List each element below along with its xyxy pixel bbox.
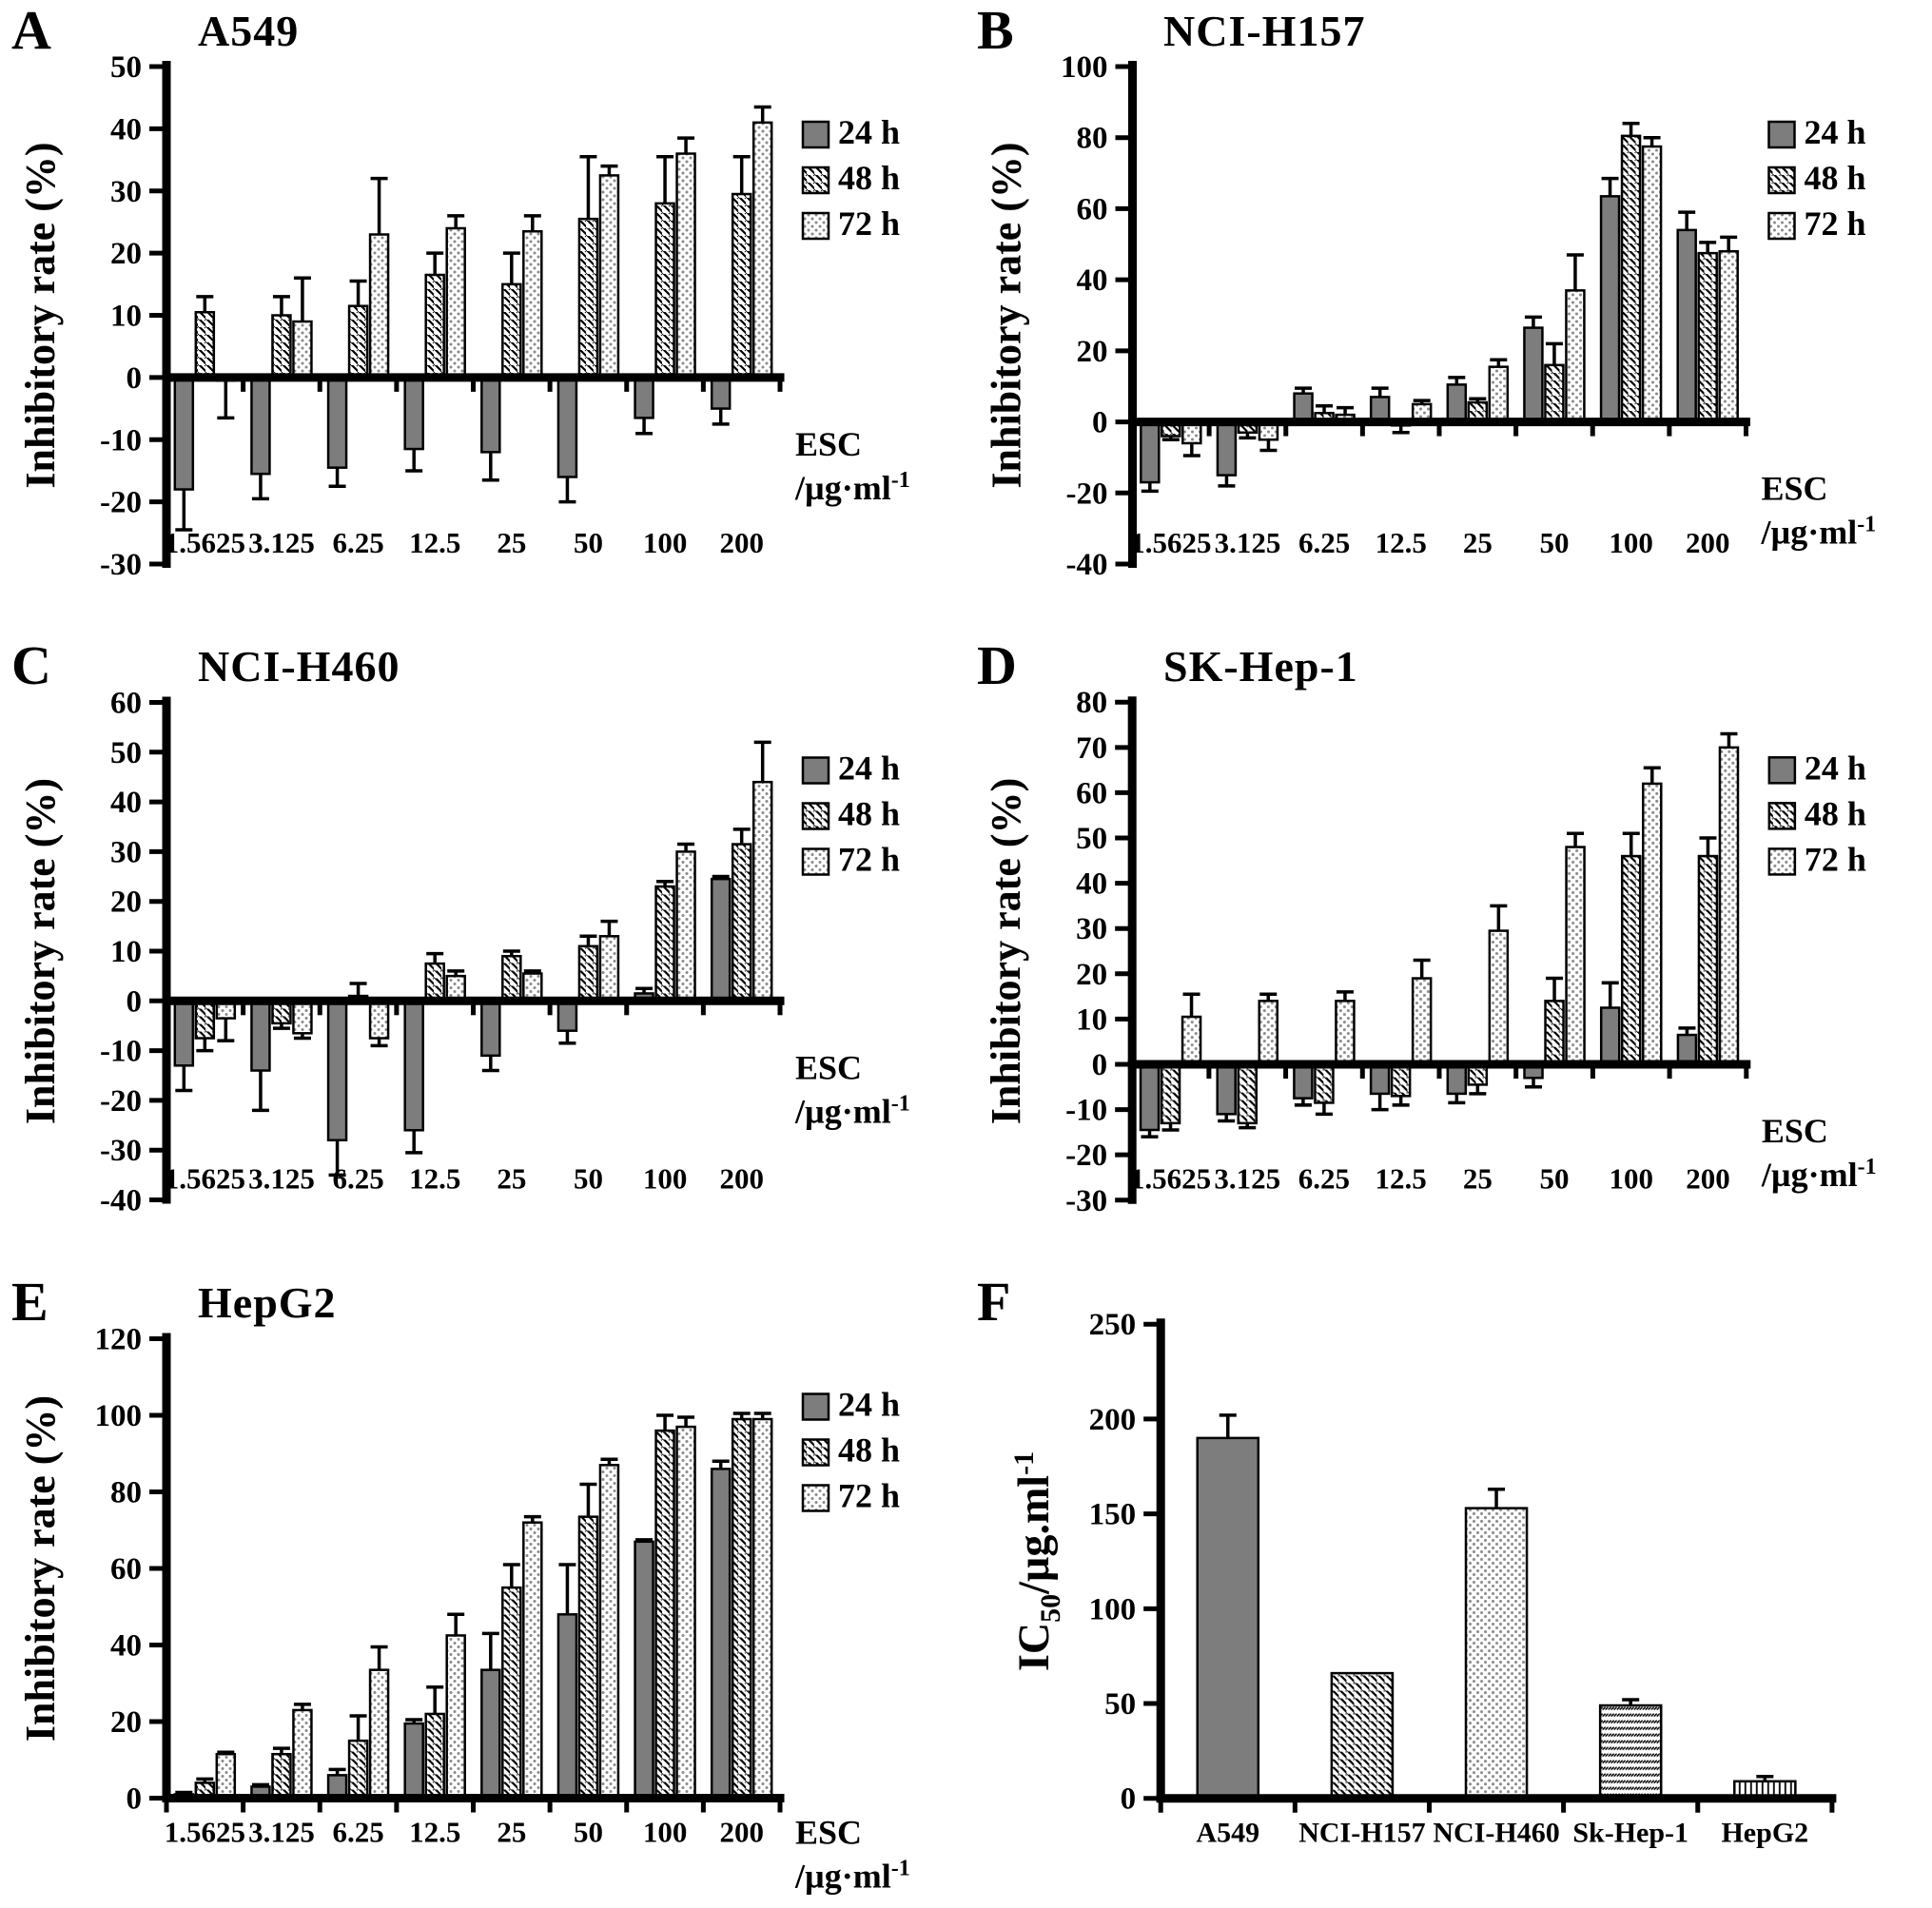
bar-48h-50 bbox=[579, 219, 597, 378]
y-tick-label: 120 bbox=[94, 1322, 142, 1357]
bar-72h-50 bbox=[1567, 847, 1585, 1064]
chart-svg-D bbox=[966, 635, 1932, 1272]
bar-24h-200 bbox=[1678, 230, 1696, 422]
bar-48h-100 bbox=[1622, 136, 1640, 422]
svg-text:ESC: ESC bbox=[795, 1813, 863, 1852]
x-category-label: 25 bbox=[497, 526, 527, 559]
svg-text:ESC: ESC bbox=[795, 1048, 863, 1087]
bar-48h-100 bbox=[656, 1431, 674, 1798]
bar-24h-50 bbox=[558, 1614, 576, 1798]
x-category-label: 50 bbox=[573, 1815, 603, 1849]
bar-72h-12.5 bbox=[447, 1635, 465, 1798]
bar-48h-200 bbox=[1699, 253, 1717, 421]
y-tick-label: 10 bbox=[1076, 1003, 1108, 1038]
bar-48h-1.5625 bbox=[196, 1001, 214, 1038]
bar-72h-50 bbox=[1566, 290, 1584, 421]
bar-48h-25 bbox=[502, 956, 520, 1001]
bar-24h-200 bbox=[712, 378, 730, 409]
y-tick-label: 0 bbox=[126, 1781, 142, 1817]
y-axis-label: Inhibitory rate (%) bbox=[983, 777, 1030, 1125]
bar-72h-25 bbox=[1490, 931, 1508, 1064]
esc-unit-label bbox=[794, 1814, 910, 1896]
bar-24h-12.5 bbox=[405, 378, 423, 449]
panel-title-a549: A549 bbox=[198, 7, 300, 55]
y-axis-label: Inhibitory rate (%) bbox=[17, 142, 64, 489]
x-category-label: 50 bbox=[1539, 526, 1570, 559]
bar-72h-25 bbox=[523, 231, 541, 378]
legend-swatch-72h bbox=[1769, 213, 1795, 239]
bar-24h-25 bbox=[481, 378, 499, 452]
x-category-label: 12.5 bbox=[409, 1161, 461, 1196]
chart-svg-A bbox=[0, 0, 966, 635]
legend bbox=[1769, 113, 1866, 243]
panel-hepg2 bbox=[0, 1272, 966, 1908]
svg-text:/µg·ml-1: $/\mu g\cdot ml^{-1}$ bbox=[795, 467, 910, 507]
bar-24h-1.5625 bbox=[1141, 1064, 1159, 1130]
svg-text:ESC: ESC bbox=[1761, 469, 1828, 508]
bar-48h-3.125 bbox=[272, 1754, 290, 1798]
y-tick-label: 0 bbox=[126, 360, 142, 396]
legend-swatch-24h bbox=[803, 1394, 829, 1420]
bar-72h-12.5 bbox=[447, 228, 465, 378]
y-tick-label: 30 bbox=[110, 174, 142, 209]
bar-24h-200 bbox=[1678, 1035, 1696, 1064]
bar-24h-1.5625 bbox=[175, 378, 193, 490]
x-category-label: 3.125 bbox=[1214, 526, 1281, 559]
y-tick-label: 10 bbox=[110, 935, 142, 969]
bar-48h-200 bbox=[732, 194, 751, 378]
y-tick-label: 60 bbox=[1076, 192, 1108, 227]
x-category-label: Sk-Hep-1 bbox=[1572, 1817, 1689, 1849]
svg-text:/µg·ml-1: $/\mu g\cdot ml^{-1}$ bbox=[795, 1856, 910, 1896]
panel-letter-b: B bbox=[977, 0, 1014, 61]
x-category-labels bbox=[1130, 1162, 1730, 1196]
legend bbox=[803, 1386, 900, 1515]
x-category-labels bbox=[1130, 526, 1729, 559]
panel-nci-h157 bbox=[966, 0, 1932, 635]
esc-unit-label bbox=[794, 425, 910, 507]
y-tick-label: 40 bbox=[1076, 866, 1108, 902]
x-category-label: 6.25 bbox=[332, 1815, 384, 1849]
bar-48h-200 bbox=[1699, 856, 1717, 1064]
bar-24h-25 bbox=[481, 1670, 499, 1799]
y-tick-label: 20 bbox=[110, 885, 142, 920]
y-axis-label: Inhibitory rate (%) bbox=[17, 777, 64, 1125]
bar-72h-100 bbox=[677, 154, 695, 378]
legend-swatch-48h bbox=[803, 804, 829, 829]
bar-24h-50 bbox=[1524, 328, 1542, 422]
bar-72h-100 bbox=[1643, 146, 1661, 422]
bar-24h-1.5625 bbox=[1141, 422, 1159, 483]
bar-48h-3.125 bbox=[1239, 1064, 1257, 1123]
y-tick-label: 20 bbox=[1076, 957, 1108, 992]
y-tick-label: 30 bbox=[110, 835, 142, 870]
bar-24h-1.5625 bbox=[175, 1001, 193, 1065]
panel-title-nci-h460: NCI-H460 bbox=[198, 642, 400, 691]
bar-48h-12.5 bbox=[1392, 1064, 1410, 1096]
x-category-label: 200 bbox=[1685, 526, 1730, 559]
legend-label: 24 h bbox=[838, 749, 901, 788]
x-category-label: 50 bbox=[1539, 1161, 1570, 1196]
bar-48h-100 bbox=[1622, 856, 1640, 1064]
legend-label: 72 h bbox=[838, 1476, 901, 1515]
x-category-label: 1.5625 bbox=[1129, 1161, 1212, 1196]
y-tick-label: -10 bbox=[100, 1034, 142, 1069]
bar-24h-50 bbox=[558, 378, 576, 477]
x-category-label: 100 bbox=[1609, 1161, 1654, 1196]
y-tick-label: -10 bbox=[1065, 1093, 1108, 1128]
y-tick-label: 0 bbox=[126, 984, 142, 1020]
bar-48h-25 bbox=[502, 284, 520, 378]
legend-label: 24 h bbox=[1804, 749, 1866, 788]
panel-nci-h460 bbox=[0, 635, 966, 1272]
x-category-label: 3.125 bbox=[248, 1815, 315, 1849]
bar-72h-3.125 bbox=[293, 1710, 311, 1799]
bar-24h-6.25 bbox=[1294, 1064, 1312, 1099]
bar-24h-6.25 bbox=[328, 378, 346, 468]
y-tick-label: 20 bbox=[110, 237, 142, 272]
bar-24h-3.125 bbox=[1218, 422, 1236, 476]
bar-48h-1.5625 bbox=[196, 312, 214, 378]
panel-title-sk-hep-1: SK-Hep-1 bbox=[1163, 642, 1358, 691]
bar-24h-100 bbox=[635, 378, 654, 418]
y-ticks bbox=[100, 50, 166, 582]
panel-letter-e: E bbox=[11, 1271, 49, 1333]
esc-unit-label bbox=[1761, 1112, 1877, 1194]
x-category-label: 1.5625 bbox=[164, 1161, 245, 1196]
y-tick-label: 50 bbox=[1104, 1687, 1137, 1723]
legend-label: 72 h bbox=[1804, 840, 1866, 879]
y-tick-label: -40 bbox=[100, 1183, 142, 1218]
x-category-label: 6.25 bbox=[1298, 526, 1351, 559]
bar-72h-3.125 bbox=[293, 321, 311, 378]
chart-a549 bbox=[0, 0, 966, 635]
y-tick-label: -40 bbox=[1065, 548, 1108, 582]
x-category-labels bbox=[1196, 1818, 1808, 1849]
bar-72h-1.5625 bbox=[217, 1754, 235, 1798]
bar-72h-100 bbox=[1643, 784, 1661, 1064]
y-tick-label: 40 bbox=[1076, 263, 1108, 299]
panel-ic50 bbox=[966, 1272, 1932, 1908]
y-tick-label: 40 bbox=[110, 112, 142, 147]
svg-text:ESC: ESC bbox=[795, 424, 863, 463]
y-tick-label: 50 bbox=[110, 50, 142, 85]
x-category-labels bbox=[165, 526, 764, 559]
bar-48h-1.5625 bbox=[1161, 1064, 1180, 1123]
chart-hepg2 bbox=[0, 1272, 966, 1908]
y-tick-label: 70 bbox=[1076, 730, 1108, 766]
x-category-labels bbox=[165, 1162, 764, 1196]
x-category-label: 50 bbox=[573, 526, 603, 559]
bar-72h-50 bbox=[600, 1465, 618, 1798]
y-tick-label: 80 bbox=[110, 1475, 142, 1510]
panel-letter-c: C bbox=[11, 634, 51, 696]
y-tick-label: 60 bbox=[110, 1552, 142, 1587]
x-category-label: 1.5625 bbox=[164, 1815, 245, 1849]
x-category-label: 100 bbox=[642, 526, 688, 559]
bar-72h-25 bbox=[523, 1523, 541, 1799]
bar-72h-50 bbox=[600, 175, 618, 377]
x-category-label: 200 bbox=[719, 526, 764, 559]
bar-24h-12.5 bbox=[1371, 1064, 1389, 1094]
bars bbox=[175, 123, 771, 490]
x-category-label: 200 bbox=[1686, 1161, 1730, 1196]
bar-72h-6.25 bbox=[370, 1001, 388, 1038]
esc-unit-label bbox=[794, 1048, 910, 1130]
legend bbox=[803, 750, 900, 879]
x-category-label: 50 bbox=[573, 1161, 603, 1196]
bar-72h-6.25 bbox=[1336, 1001, 1354, 1064]
y-ticks bbox=[95, 1323, 167, 1817]
legend bbox=[1769, 749, 1866, 878]
bar-24h-25 bbox=[481, 1001, 499, 1056]
legend-swatch-72h bbox=[803, 849, 829, 875]
x-category-label: A549 bbox=[1196, 1817, 1260, 1849]
svg-text:/µg·ml-1: $/\mu g\cdot ml^{-1}$ bbox=[1761, 512, 1877, 552]
x-category-label: NCI-H460 bbox=[1433, 1817, 1560, 1849]
y-tick-label: 10 bbox=[110, 299, 142, 334]
legend-swatch-72h bbox=[803, 213, 829, 239]
bar-IC50-A549 bbox=[1198, 1438, 1259, 1799]
y-tick-label: 40 bbox=[110, 786, 142, 821]
legend-swatch-72h bbox=[803, 1486, 829, 1511]
bar-24h-3.125 bbox=[1218, 1064, 1236, 1114]
legend-label: 72 h bbox=[838, 840, 901, 879]
x-category-label: HepG2 bbox=[1721, 1817, 1809, 1849]
x-category-label: 25 bbox=[1462, 526, 1493, 559]
x-category-label: 12.5 bbox=[1375, 526, 1427, 559]
legend-swatch-24h bbox=[803, 758, 829, 784]
x-category-labels bbox=[165, 1816, 764, 1849]
legend-label: 48 h bbox=[1804, 159, 1866, 197]
y-ticks bbox=[1061, 50, 1133, 582]
y-tick-label: -30 bbox=[100, 1134, 142, 1169]
panel-a549 bbox=[0, 0, 966, 635]
bar-48h-12.5 bbox=[426, 964, 444, 1001]
legend-label: 48 h bbox=[838, 794, 901, 833]
bar-48h-100 bbox=[656, 886, 674, 1001]
bar-24h-100 bbox=[635, 1542, 654, 1799]
bar-IC50-Sk-Hep-1 bbox=[1600, 1705, 1661, 1799]
y-tick-label: -20 bbox=[100, 485, 142, 520]
y-tick-label: -30 bbox=[100, 548, 142, 582]
bar-24h-25 bbox=[1448, 384, 1466, 421]
legend-label: 72 h bbox=[838, 204, 901, 243]
y-tick-label: -20 bbox=[1065, 1139, 1108, 1174]
bar-48h-6.25 bbox=[349, 306, 367, 378]
chart-ic50 bbox=[966, 1272, 1932, 1908]
bar-72h-6.25 bbox=[370, 235, 388, 378]
x-category-label: 3.125 bbox=[248, 1161, 315, 1196]
chart-svg-F bbox=[966, 1272, 1932, 1908]
x-category-label: 3.125 bbox=[1214, 1161, 1281, 1196]
bar-48h-25 bbox=[502, 1587, 520, 1798]
panel-letter-d: D bbox=[977, 634, 1017, 696]
chart-svg-C bbox=[0, 635, 966, 1272]
y-tick-label: 100 bbox=[1061, 50, 1108, 85]
y-ticks bbox=[100, 687, 166, 1218]
bar-24h-12.5 bbox=[405, 1001, 423, 1130]
y-tick-label: 0 bbox=[1091, 1047, 1108, 1082]
legend-swatch-24h bbox=[1769, 122, 1795, 147]
legend bbox=[803, 113, 900, 243]
esc-unit-label bbox=[1761, 470, 1877, 552]
y-tick-label: 20 bbox=[1076, 334, 1108, 369]
bar-72h-200 bbox=[753, 1419, 771, 1798]
bars bbox=[175, 1419, 771, 1798]
bar-48h-6.25 bbox=[1315, 1064, 1333, 1102]
legend-swatch-48h bbox=[803, 167, 829, 193]
panel-letter-f: F bbox=[977, 1271, 1011, 1333]
bar-24h-3.125 bbox=[251, 1001, 269, 1070]
chart-sk-hep-1 bbox=[966, 635, 1932, 1272]
x-category-label: 25 bbox=[497, 1161, 527, 1196]
chart-svg-B bbox=[966, 0, 1932, 635]
y-ticks bbox=[1089, 1308, 1161, 1816]
y-tick-label: -20 bbox=[100, 1083, 142, 1119]
y-tick-label: -20 bbox=[1065, 477, 1108, 512]
legend-swatch-48h bbox=[1769, 803, 1795, 828]
y-tick-label: 200 bbox=[1088, 1402, 1137, 1437]
chart-nci-h460 bbox=[0, 635, 966, 1272]
bar-IC50-NCI-H157 bbox=[1332, 1673, 1393, 1799]
x-category-label: 25 bbox=[497, 1815, 527, 1849]
bar-72h-100 bbox=[677, 1427, 695, 1798]
bar-48h-50 bbox=[1546, 1001, 1564, 1064]
bar-72h-25 bbox=[1490, 367, 1508, 422]
x-category-label: 1.5625 bbox=[164, 526, 245, 559]
x-category-label: 12.5 bbox=[1375, 1161, 1427, 1196]
panel-letter-a: A bbox=[11, 0, 51, 61]
y-tick-label: 30 bbox=[1076, 912, 1108, 947]
y-tick-label: -30 bbox=[1065, 1183, 1108, 1218]
bar-48h-50 bbox=[579, 946, 597, 1002]
bar-24h-12.5 bbox=[405, 1723, 423, 1798]
y-axis-label: $IC_{50}/\mu g.ml^{-1}$ bbox=[1008, 1450, 1067, 1672]
y-tick-label: 20 bbox=[110, 1705, 142, 1740]
y-tick-label: 150 bbox=[1088, 1497, 1137, 1532]
bar-24h-100 bbox=[1601, 196, 1619, 421]
x-category-label: 3.125 bbox=[248, 526, 315, 559]
bar-IC50-NCI-H460 bbox=[1466, 1509, 1527, 1799]
bar-72h-1.5625 bbox=[1182, 1017, 1200, 1064]
panel-sk-hep-1 bbox=[966, 635, 1932, 1272]
y-axis-label: Inhibitory rate (%) bbox=[17, 1394, 64, 1743]
bar-48h-100 bbox=[656, 204, 674, 378]
y-tick-label: 50 bbox=[110, 735, 142, 770]
bar-72h-12.5 bbox=[1413, 979, 1431, 1064]
bar-48h-50 bbox=[1545, 365, 1563, 422]
bar-72h-3.125 bbox=[1259, 1001, 1278, 1064]
svg-text:ESC: ESC bbox=[1761, 1112, 1828, 1151]
x-category-label: 25 bbox=[1462, 1161, 1493, 1196]
x-category-label: 100 bbox=[642, 1815, 688, 1849]
bar-72h-200 bbox=[1720, 748, 1738, 1064]
bar-72h-100 bbox=[677, 851, 695, 1001]
x-category-label: 6.25 bbox=[1298, 1161, 1351, 1196]
x-category-label: 6.25 bbox=[332, 526, 384, 559]
y-tick-label: 60 bbox=[110, 686, 142, 721]
bar-48h-200 bbox=[732, 845, 751, 1002]
y-tick-label: 0 bbox=[1092, 405, 1108, 440]
y-tick-label: 0 bbox=[1120, 1781, 1137, 1817]
x-category-label: 200 bbox=[719, 1161, 764, 1196]
x-category-label: 12.5 bbox=[409, 526, 461, 559]
bar-24h-200 bbox=[712, 1469, 730, 1798]
y-tick-label: 250 bbox=[1088, 1308, 1137, 1343]
legend-swatch-24h bbox=[803, 122, 829, 147]
bars bbox=[175, 782, 771, 1140]
x-category-label: 100 bbox=[642, 1161, 688, 1196]
legend-label: 24 h bbox=[838, 113, 901, 151]
bar-48h-12.5 bbox=[426, 275, 444, 378]
x-category-label: 100 bbox=[1609, 526, 1653, 559]
bar-72h-200 bbox=[1720, 251, 1738, 421]
bar-48h-6.25 bbox=[349, 1741, 367, 1798]
bar-72h-6.25 bbox=[370, 1670, 388, 1799]
bar-72h-50 bbox=[600, 936, 618, 1001]
y-tick-label: 80 bbox=[1076, 686, 1108, 721]
y-tick-label: 100 bbox=[94, 1399, 142, 1433]
bar-48h-50 bbox=[579, 1517, 597, 1799]
legend-swatch-48h bbox=[1769, 167, 1795, 193]
bar-48h-200 bbox=[732, 1419, 751, 1798]
y-tick-label: 50 bbox=[1076, 822, 1108, 857]
chart-svg-E bbox=[0, 1272, 966, 1908]
panel-title-nci-h157: NCI-H157 bbox=[1163, 7, 1366, 55]
bar-72h-200 bbox=[753, 782, 771, 1001]
y-tick-label: 100 bbox=[1088, 1592, 1137, 1627]
y-ticks bbox=[1065, 686, 1132, 1218]
legend-swatch-72h bbox=[1769, 848, 1795, 874]
bar-48h-3.125 bbox=[272, 316, 290, 378]
bar-24h-100 bbox=[1601, 1007, 1619, 1063]
bar-24h-6.25 bbox=[328, 1001, 346, 1139]
chart-nci-h157 bbox=[966, 0, 1932, 635]
bar-24h-3.125 bbox=[251, 378, 269, 474]
legend-label: 72 h bbox=[1804, 204, 1866, 243]
bar-24h-25 bbox=[1448, 1064, 1466, 1094]
panel-title-hepg2: HepG2 bbox=[198, 1278, 337, 1327]
legend-label: 24 h bbox=[838, 1385, 901, 1424]
bar-48h-12.5 bbox=[426, 1714, 444, 1799]
svg-text:/µg·ml-1: $/\mu g\cdot ml^{-1}$ bbox=[795, 1091, 910, 1131]
y-tick-label: -10 bbox=[100, 423, 142, 458]
x-category-label: 1.5625 bbox=[1130, 526, 1212, 559]
bar-72h-3.125 bbox=[293, 1001, 311, 1033]
x-category-label: 6.25 bbox=[332, 1161, 384, 1196]
y-tick-label: 60 bbox=[1076, 776, 1108, 811]
x-category-label: 200 bbox=[719, 1815, 764, 1849]
legend-label: 48 h bbox=[838, 1431, 901, 1470]
legend-swatch-48h bbox=[803, 1440, 829, 1466]
bar-24h-200 bbox=[712, 879, 730, 1001]
y-tick-label: 40 bbox=[110, 1628, 142, 1664]
y-tick-label: 80 bbox=[1076, 121, 1108, 156]
bar-72h-200 bbox=[753, 123, 771, 378]
bar-24h-50 bbox=[558, 1001, 576, 1030]
x-category-label: NCI-H157 bbox=[1298, 1817, 1426, 1849]
svg-text:/µg·ml-1: $/\mu g\cdot ml^{-1}$ bbox=[1761, 1155, 1877, 1195]
legend-label: 24 h bbox=[1804, 113, 1866, 151]
legend-label: 48 h bbox=[1804, 794, 1866, 833]
x-category-label: 12.5 bbox=[409, 1815, 461, 1849]
y-axis-label: Inhibitory rate (%) bbox=[983, 142, 1030, 489]
legend-swatch-24h bbox=[1769, 757, 1795, 783]
legend-label: 48 h bbox=[838, 159, 901, 197]
